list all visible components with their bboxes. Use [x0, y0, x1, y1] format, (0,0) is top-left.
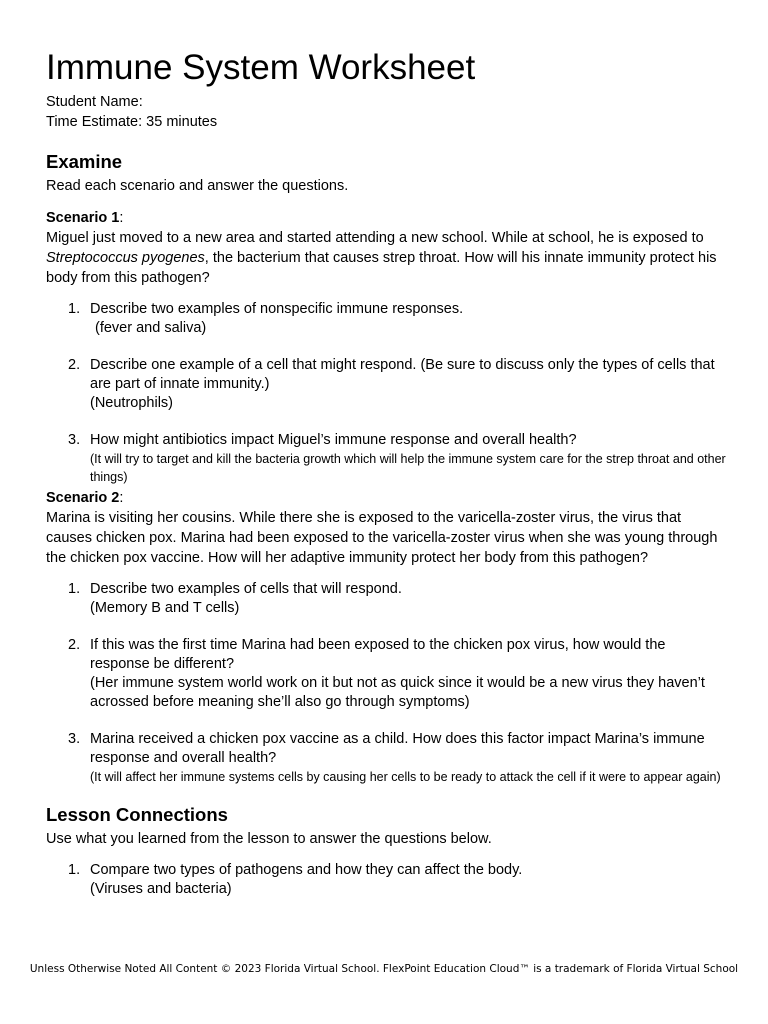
list-item: 2. Describe one example of a cell that might respond. (Be sure to discuss only the types of cells that are part of innate immunity.) (Neutrophils)	[46, 356, 726, 413]
question-text: Describe two examples of cells that will respond.	[90, 581, 402, 597]
list-item: 3. Marina received a chicken pox vaccine as a child. How does this factor impact Marina’s immune response and overall health? (It will affect her immune systems cells by causing her cells to be ready to attack the cell if it were to appear again)	[46, 730, 726, 786]
scenario-1-label: Scenario 1:	[46, 210, 124, 226]
scenario-2-text: Marina is visiting her cousins. While there she is exposed to the varicella-zoster virus, the virus that causes chicken pox. Marina had been exposed to the varicella-zoster virus when she was young through the chicken pox vaccine. How will her adaptive immunity protect her body from this pathogen?	[46, 510, 718, 566]
question-text: How might antibiotics impact Miguel’s immune response and overall health?	[90, 432, 577, 448]
organism-name: Streptococcus pyogenes	[46, 250, 205, 266]
answer-text: (Her immune system world work on it but not as quick since it would be a new virus they haven’t acrossed before meaning she’ll also go through symptoms)	[90, 675, 705, 710]
question-text: Marina received a chicken pox vaccine as a child. How does this factor impact Marina’s immune response and overall health?	[90, 731, 705, 766]
list-item: 2. If this was the first time Marina had been exposed to the chicken pox virus, how would the response be different? (Her immune system world work on it but not as quick since it would be a new virus they haven’t acrossed before meaning she’ll also go through symptoms)	[46, 636, 726, 712]
worksheet-page	[46, 48, 726, 899]
question-text: Describe one example of a cell that might respond. (Be sure to discuss only the types of cells that are part of innate immunity.)	[90, 357, 715, 392]
question-text: Compare two types of pathogens and how they can affect the body.	[90, 862, 523, 878]
question-text: Describe two examples of nonspecific immune responses.	[90, 301, 464, 317]
list-item: 1. Describe two examples of nonspecific immune responses. (fever and saliva)	[46, 300, 726, 338]
time-estimate: Time Estimate: 35 minutes	[46, 114, 218, 130]
examine-heading: Examine	[46, 151, 123, 172]
student-name-label: Student Name:	[46, 94, 143, 110]
scenario-1-text: Miguel just moved to a new area and started attending a new school. While at school, he is exposed to Streptococcus pyogenes, the bacterium that causes strep throat. How will his innate immunity protect his body from this pathogen?	[46, 230, 717, 286]
answer-text: (Memory B and T cells)	[90, 600, 240, 616]
list-item: 1. Describe two examples of cells that will respond. (Memory B and T cells)	[46, 580, 726, 618]
question-text: If this was the first time Marina had been exposed to the chicken pox virus, how would the response be different?	[90, 637, 666, 672]
lesson-questions	[46, 861, 726, 899]
scenario-2-label: Scenario 2:	[46, 490, 124, 506]
answer-text: (It will try to target and kill the bacteria growth which will help the immune system care for the strep throat and other things)	[90, 452, 726, 484]
scenario-2-questions	[46, 580, 726, 786]
answer-text: (Neutrophils)	[90, 395, 173, 411]
lesson-intro: Use what you learned from the lesson to answer the questions below.	[46, 831, 492, 847]
answer-text: (Viruses and bacteria)	[90, 881, 232, 897]
list-item: 3. How might antibiotics impact Miguel’s immune response and overall health? (It will try to target and kill the bacteria growth which will help the immune system care for the strep throat and other things)	[68, 432, 726, 484]
answer-text: (fever and saliva)	[95, 320, 207, 336]
scenario-1-questions	[46, 300, 726, 486]
copyright-footer: Unless Otherwise Noted All Content © 2023 Florida Virtual School. FlexPoint Education Cloud™ is a trademark of Florida Virtual School	[29, 963, 739, 975]
page-title: Immune System Worksheet	[46, 48, 476, 87]
answer-text: (It will affect her immune systems cells by causing her cells to be ready to attack the cell if it were to appear again)	[90, 770, 721, 784]
list-item: 1. Compare two types of pathogens and how they can affect the body. (Viruses and bacteria)	[46, 861, 726, 899]
lesson-connections-heading: Lesson Connections	[46, 804, 228, 825]
examine-intro: Read each scenario and answer the questions.	[46, 178, 349, 194]
